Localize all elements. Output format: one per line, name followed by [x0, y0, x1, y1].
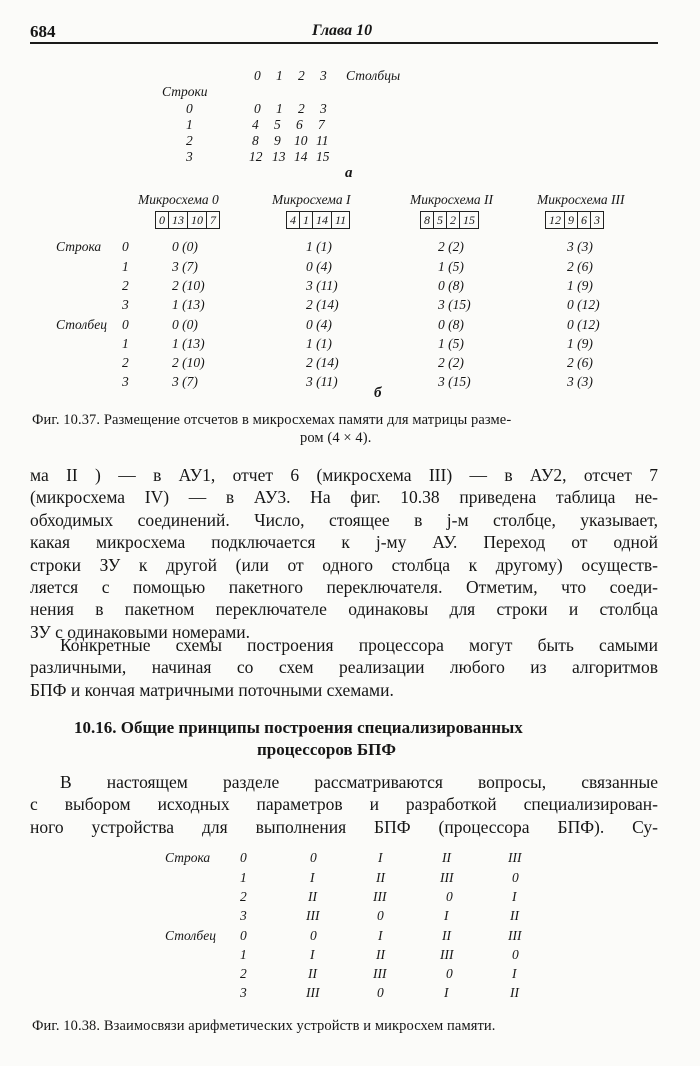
connection-entry: I — [378, 928, 383, 943]
sublabel-a: а — [345, 165, 353, 181]
chip-memory-cells — [420, 211, 479, 229]
text-line: ного устройства для выполнения БПФ (процессора БПФ). Су- — [30, 816, 658, 837]
sample-entry: 3 (15) — [438, 297, 471, 312]
page-number: 684 — [30, 22, 56, 41]
matrix-cell: 13 — [272, 149, 286, 164]
connection-entry: 0 — [310, 928, 317, 943]
sample-entry: 3 (11) — [306, 278, 338, 293]
text-line: ЗУ с одинаковыми номерами. — [30, 621, 251, 642]
sample-entry: 0 (4) — [306, 317, 332, 332]
body-paragraph — [30, 771, 658, 838]
sample-entry: 3 (7) — [172, 374, 198, 389]
connection-entry: III — [440, 870, 454, 885]
row-block-label: Строка — [165, 850, 211, 865]
connection-entry: 0 — [512, 947, 519, 962]
row-index: 2 — [186, 133, 193, 148]
chip-title: Микросхема II — [410, 192, 494, 207]
connection-entry: III — [306, 985, 320, 1000]
connection-entry: II — [308, 889, 317, 904]
connection-entry: III — [508, 850, 522, 865]
connection-entry: 0 — [377, 908, 384, 923]
connection-entry: 0 — [512, 870, 519, 885]
column-index: 0 — [240, 928, 247, 943]
header-rule — [30, 42, 658, 44]
connection-entry: II — [510, 985, 519, 1000]
column-index: 3 — [240, 985, 247, 1000]
sample-entry: 1 (1) — [306, 239, 332, 254]
text-line: нения в пакетном переключателе одинаковы для строки и столбца — [30, 599, 658, 620]
sample-entry: 1 (5) — [438, 259, 464, 274]
matrix-cell: 6 — [296, 117, 303, 132]
sample-entry: 0 (0) — [172, 239, 198, 254]
memory-cell: 1 — [300, 212, 313, 228]
connection-entry: I — [512, 966, 517, 981]
row-index: 0 — [186, 101, 193, 116]
memory-cell: 2 — [447, 212, 460, 228]
sample-entry: 0 (4) — [306, 259, 332, 274]
matrix-cell: 5 — [274, 117, 281, 132]
row-index: 3 — [240, 908, 247, 923]
row-index: 1 — [122, 259, 129, 274]
matrix-cell: 12 — [249, 149, 263, 164]
connection-entry: I — [512, 889, 517, 904]
connection-entry: I — [444, 985, 449, 1000]
sample-entry: 1 (5) — [438, 336, 464, 351]
text-line: ляется с помощью пакетного переключателя. Отметим, что соеди- — [30, 577, 658, 598]
connection-entry: I — [378, 850, 383, 865]
section-heading — [30, 717, 658, 761]
col-header: 2 — [298, 68, 305, 83]
memory-cell: 4 — [287, 212, 300, 228]
connection-entry: II — [510, 908, 519, 923]
sample-entry: 2 (2) — [438, 355, 464, 370]
connection-entry: II — [442, 928, 451, 943]
sample-entry: 2 (10) — [172, 355, 205, 370]
memory-cell: 10 — [188, 212, 207, 228]
sample-entry: 3 (15) — [438, 374, 471, 389]
connection-entry: II — [308, 966, 317, 981]
sample-entry: 2 (10) — [172, 278, 205, 293]
text-line: БПФ и кончая матричными поточными схемами. — [30, 679, 394, 700]
row-index: 3 — [186, 149, 193, 164]
memory-cell: 3 — [594, 213, 600, 227]
row-index: 0 — [122, 239, 129, 254]
matrix-cell: 15 — [316, 149, 330, 164]
matrix-cell: 11 — [316, 133, 329, 148]
memory-cell: 9 — [565, 212, 578, 228]
row-index: 2 — [240, 889, 247, 904]
memory-cell: 15 — [463, 213, 475, 227]
column-index: 1 — [240, 947, 247, 962]
memory-cell: 5 — [434, 212, 447, 228]
memory-cell: 12 — [546, 212, 565, 228]
sample-entry: 0 (8) — [438, 317, 464, 332]
body-paragraph — [30, 464, 658, 643]
column-index: 2 — [122, 355, 129, 370]
text-line: различными, начиная со схем реализации любого из алгоритмов — [30, 657, 658, 678]
memory-cell: 6 — [578, 212, 591, 228]
figure-caption-10-37-cont: ром (4 × 4). — [300, 430, 372, 446]
sample-entry: 0 (8) — [438, 278, 464, 293]
chip-title: Микросхема I — [272, 192, 351, 207]
sample-entry: 2 (2) — [438, 239, 464, 254]
matrix-cell: 9 — [274, 133, 281, 148]
memory-cell: 8 — [421, 212, 434, 228]
text-line: (микросхема IV) — в АУ3. На фиг. 10.38 приведена таблица не- — [30, 487, 658, 508]
sample-entry: 2 (14) — [306, 355, 339, 370]
column-block-label: Столбец — [56, 317, 107, 332]
sample-entry: 1 (13) — [172, 297, 205, 312]
connection-entry: I — [310, 870, 315, 885]
connection-entry: II — [376, 947, 385, 962]
sample-entry: 1 (9) — [567, 278, 593, 293]
matrix-cell: 14 — [294, 149, 308, 164]
column-index: 3 — [122, 374, 129, 389]
row-index: 1 — [240, 870, 247, 885]
connection-entry: 0 — [446, 889, 453, 904]
sample-entry: 2 (6) — [567, 355, 593, 370]
connection-entry: 0 — [310, 850, 317, 865]
sample-entry: 1 (1) — [306, 336, 332, 351]
sample-entry: 0 (12) — [567, 297, 600, 312]
column-block-label: Столбец — [165, 928, 216, 943]
sample-entry: 3 (3) — [567, 374, 593, 389]
chip-title: Микросхема 0 — [138, 192, 219, 207]
sample-entry: 3 (11) — [306, 374, 338, 389]
matrix-cell: 4 — [252, 117, 259, 132]
connection-entry: III — [440, 947, 454, 962]
column-index: 1 — [122, 336, 129, 351]
chip-memory-cells — [545, 211, 604, 229]
sample-entry: 1 (13) — [172, 336, 205, 351]
text-line: какая микросхема подключается к j-му АУ. Переход от одной — [30, 532, 658, 553]
text-line: обходимых соединений. Число, стоящее в j-м столбце, указывает, — [30, 509, 658, 530]
rows-label: Строки — [162, 84, 208, 99]
column-index: 2 — [240, 966, 247, 981]
chip-memory-cells — [155, 211, 220, 229]
row-index: 1 — [186, 117, 193, 132]
col-header: 3 — [320, 68, 327, 83]
text-line: В настоящем разделе рассматриваются вопросы, связанные — [60, 772, 658, 792]
connection-entry: I — [310, 947, 315, 962]
sample-entry: 3 (3) — [567, 239, 593, 254]
memory-cell: 11 — [335, 213, 347, 227]
body-paragraph — [30, 634, 658, 701]
memory-cell: 0 — [156, 212, 169, 228]
text-line: ма II ) — в АУ1, отчет 6 (микросхема III) — в АУ2, отсчет 7 — [30, 465, 658, 485]
connection-entry: III — [306, 908, 320, 923]
matrix-cell: 2 — [298, 101, 305, 116]
memory-cell: 14 — [313, 212, 332, 228]
row-index: 3 — [122, 297, 129, 312]
matrix-cell: 3 — [320, 101, 327, 116]
row-block-label: Строка — [56, 239, 102, 254]
chip-title: Микросхема III — [537, 192, 625, 207]
connection-entry: II — [442, 850, 451, 865]
matrix-cell: 7 — [318, 117, 325, 132]
row-index: 2 — [122, 278, 129, 293]
connection-entry: II — [376, 870, 385, 885]
figure-caption-10-38: Фиг. 10.38. Взаимосвязи арифметических устройств и микросхем памяти. — [32, 1018, 496, 1034]
sample-entry: 2 (14) — [306, 297, 339, 312]
matrix-cell: 10 — [294, 133, 308, 148]
connection-entry: III — [373, 966, 387, 981]
matrix-cell: 1 — [276, 101, 283, 116]
sample-entry: 1 (9) — [567, 336, 593, 351]
sample-entry: 0 (0) — [172, 317, 198, 332]
running-head: Глава 10 — [312, 22, 373, 39]
section-heading-line: 10.16. Общие принципы построения специализированных — [74, 718, 523, 737]
sample-entry: 2 (6) — [567, 259, 593, 274]
text-line: с выбором исходных параметров и разработкой специализирован- — [30, 794, 658, 815]
connection-entry: 0 — [446, 966, 453, 981]
sample-entry: 3 (7) — [172, 259, 198, 274]
connection-entry: III — [508, 928, 522, 943]
figure-caption-10-37: Фиг. 10.37. Размещение отсчетов в микросхемах памяти для матрицы разме- — [32, 412, 512, 428]
columns-label: Столбцы — [346, 68, 401, 83]
row-index: 0 — [240, 850, 247, 865]
sample-entry: 0 (12) — [567, 317, 600, 332]
memory-cell: 13 — [169, 212, 188, 228]
sublabel-b: б — [374, 385, 382, 401]
text-line: строки ЗУ к другой (или от одного столбца к другому) осуществ- — [30, 554, 658, 575]
connection-entry: I — [444, 908, 449, 923]
col-header: 1 — [276, 68, 283, 83]
matrix-cell: 0 — [254, 101, 261, 116]
connection-entry: 0 — [377, 985, 384, 1000]
memory-cell: 7 — [210, 213, 216, 227]
text-line: Конкретные схемы построения процессора могут быть самыми — [60, 635, 658, 655]
column-index: 0 — [122, 317, 129, 332]
connection-entry: III — [373, 889, 387, 904]
section-heading-line: процессоров БПФ — [257, 740, 396, 759]
chip-memory-cells — [286, 211, 350, 229]
matrix-cell: 8 — [252, 133, 259, 148]
col-header: 0 — [254, 68, 261, 83]
